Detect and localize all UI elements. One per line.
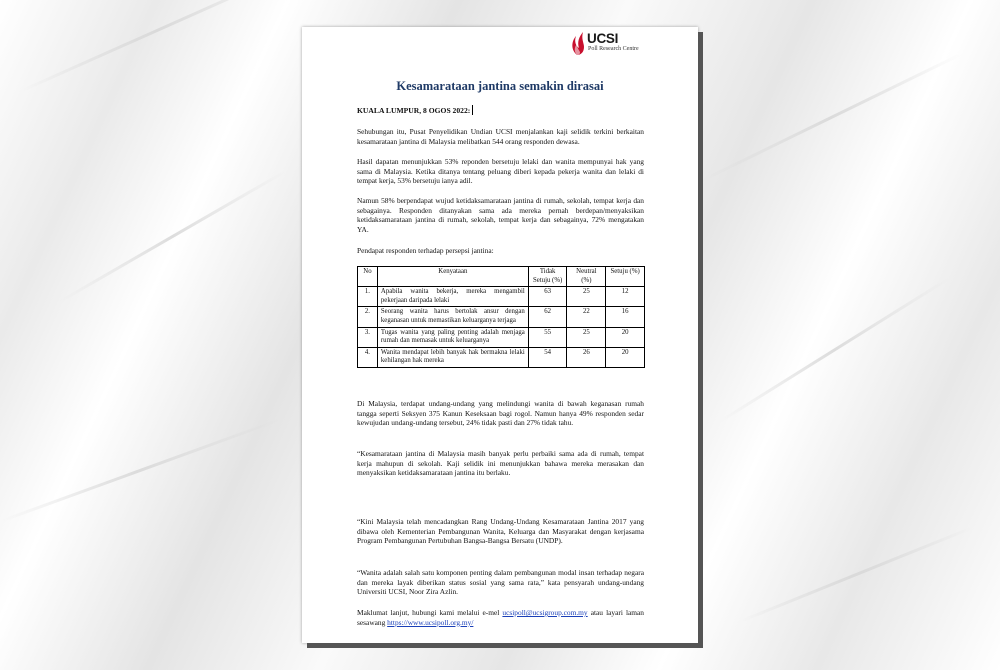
- email-link[interactable]: ucsipoll@ucsigroup.com.my: [502, 608, 588, 617]
- row-statement: Apabila wanita bekerja, mereka mengambil pekerjaan daripada lelaki: [377, 287, 528, 307]
- header-neutral: Neutral (%): [567, 267, 606, 287]
- ucsi-logo: [570, 30, 680, 60]
- row-neutral: 26: [567, 347, 606, 367]
- table-row: [358, 347, 645, 367]
- row-disagree: 55: [528, 327, 567, 347]
- table-caption: Pendapat responden terhadap persepsi jantina:: [357, 246, 494, 255]
- contact-paragraph: [357, 608, 644, 627]
- row-agree: 16: [606, 307, 645, 327]
- paragraph: “Kini Malaysia telah mencadangkan Rang Undang-Undang Kesamarataan Jantina 2017 yang dibawa oleh Kementerian Pembangunan Wanita, Keluarga dan Masyarakat dengan kerjasama Program Pembangunan Pertubuhan Bangsa-Bangsa Bersatu (UNDP).: [357, 517, 644, 546]
- row-disagree: 63: [528, 287, 567, 307]
- row-no: 3.: [358, 327, 378, 347]
- contact-prefix: Maklumat lanjut, hubungi kami melalui e-mel: [357, 608, 503, 617]
- row-disagree: 54: [528, 347, 567, 367]
- table-row: [358, 327, 645, 347]
- logo-wordmark: UCSI: [587, 31, 619, 46]
- paragraph: “Kesamarataan jantina di Malaysia masih banyak perlu perbaiki sama ada di rumah, tempat kerja mahupun di sekolah. Kaji selidik ini menunjukkan bahawa mereka merasakan dan menyaksikan ketidaksamarataan jantina itu berlaku.: [357, 449, 644, 478]
- row-agree: 20: [606, 347, 645, 367]
- dateline: KUALA LUMPUR, 8 OGOS 2022:: [357, 105, 473, 115]
- contact-middle: atau layari laman sesawang: [357, 608, 645, 627]
- flame-icon: [570, 30, 586, 56]
- logo-subtitle: Poll Research Centre: [588, 46, 639, 52]
- row-neutral: 25: [567, 327, 606, 347]
- press-release-page: [302, 27, 698, 643]
- survey-table: [357, 266, 645, 368]
- paragraph: Di Malaysia, terdapat undang-undang yang melindungi wanita di bawah keganasan rumah tangga seperti Seksyen 375 Kanun Keseksaan bagi rogol. Namun hanya 49% responden sedar kewujudan undang-undang tersebut, 24% tidak pasti dan 27% tidak tahu.: [357, 399, 644, 428]
- paragraph: “Wanita adalah salah satu komponen penting dalam pembangunan modal insan terhadap negara dan mereka layak diberikan status sosial yang sama rata,” kata pensyarah undang-undang Universiti UCSI, Noor Zira Azlin.: [357, 568, 644, 597]
- table-row: [358, 307, 645, 327]
- header-agree: Setuju (%): [606, 267, 645, 287]
- table-row: [358, 287, 645, 307]
- row-no: 4.: [358, 347, 378, 367]
- row-neutral: 22: [567, 307, 606, 327]
- row-statement: Wanita mendapat lebih banyak hak bermakna lelaki kehilangan hak mereka: [377, 347, 528, 367]
- row-no: 2.: [358, 307, 378, 327]
- row-disagree: 62: [528, 307, 567, 327]
- row-agree: 20: [606, 327, 645, 347]
- row-neutral: 25: [567, 287, 606, 307]
- paragraph: Hasil dapatan menunjukkan 53% reponden bersetuju lelaki dan wanita mempunyai hak yang sama di Malaysia. Ketika ditanya tentang peluang diberi kepada pekerja wanita dan lelaki di tempat kerja, 53% bersetuju ianya adil.: [357, 157, 644, 186]
- row-statement: Tugas wanita yang paling penting adalah menjaga rumah dan memasak untuk keluarganya: [377, 327, 528, 347]
- header-statement: Kenyataan: [377, 267, 528, 287]
- row-statement: Seorang wanita harus bertolak ansur dengan keganasan untuk memastikan keluarganya terjaga: [377, 307, 528, 327]
- table-header-row: [358, 267, 645, 287]
- website-link[interactable]: https://www.ucsipoll.org.my/: [387, 617, 474, 627]
- row-no: 1.: [358, 287, 378, 307]
- document-title: Kesamarataan jantina semakin dirasai: [396, 79, 604, 93]
- paragraph: Sehubungan itu, Pusat Penyelidikan Undian UCSI menjalankan kaji selidik terkini berkaitan kesamarataan jantina di Malaysia melibatkan 544 orang responden dewasa.: [357, 127, 644, 146]
- header-no: No: [358, 267, 378, 287]
- header-disagree: Tidak Setuju (%): [528, 267, 567, 287]
- row-agree: 12: [606, 287, 645, 307]
- text-cursor: [472, 105, 473, 115]
- paragraph: Namun 58% berpendapat wujud ketidaksamarataan jantina di rumah, sekolah, tempat kerja dan sebagainya. Responden ditanyakan sama ada mereka pernah berdepan/menyaksikan ketidaksamarataan jantina di rumah, sekolah, tempat kerja dan sebagainya, 72% mengatakan YA.: [357, 196, 644, 234]
